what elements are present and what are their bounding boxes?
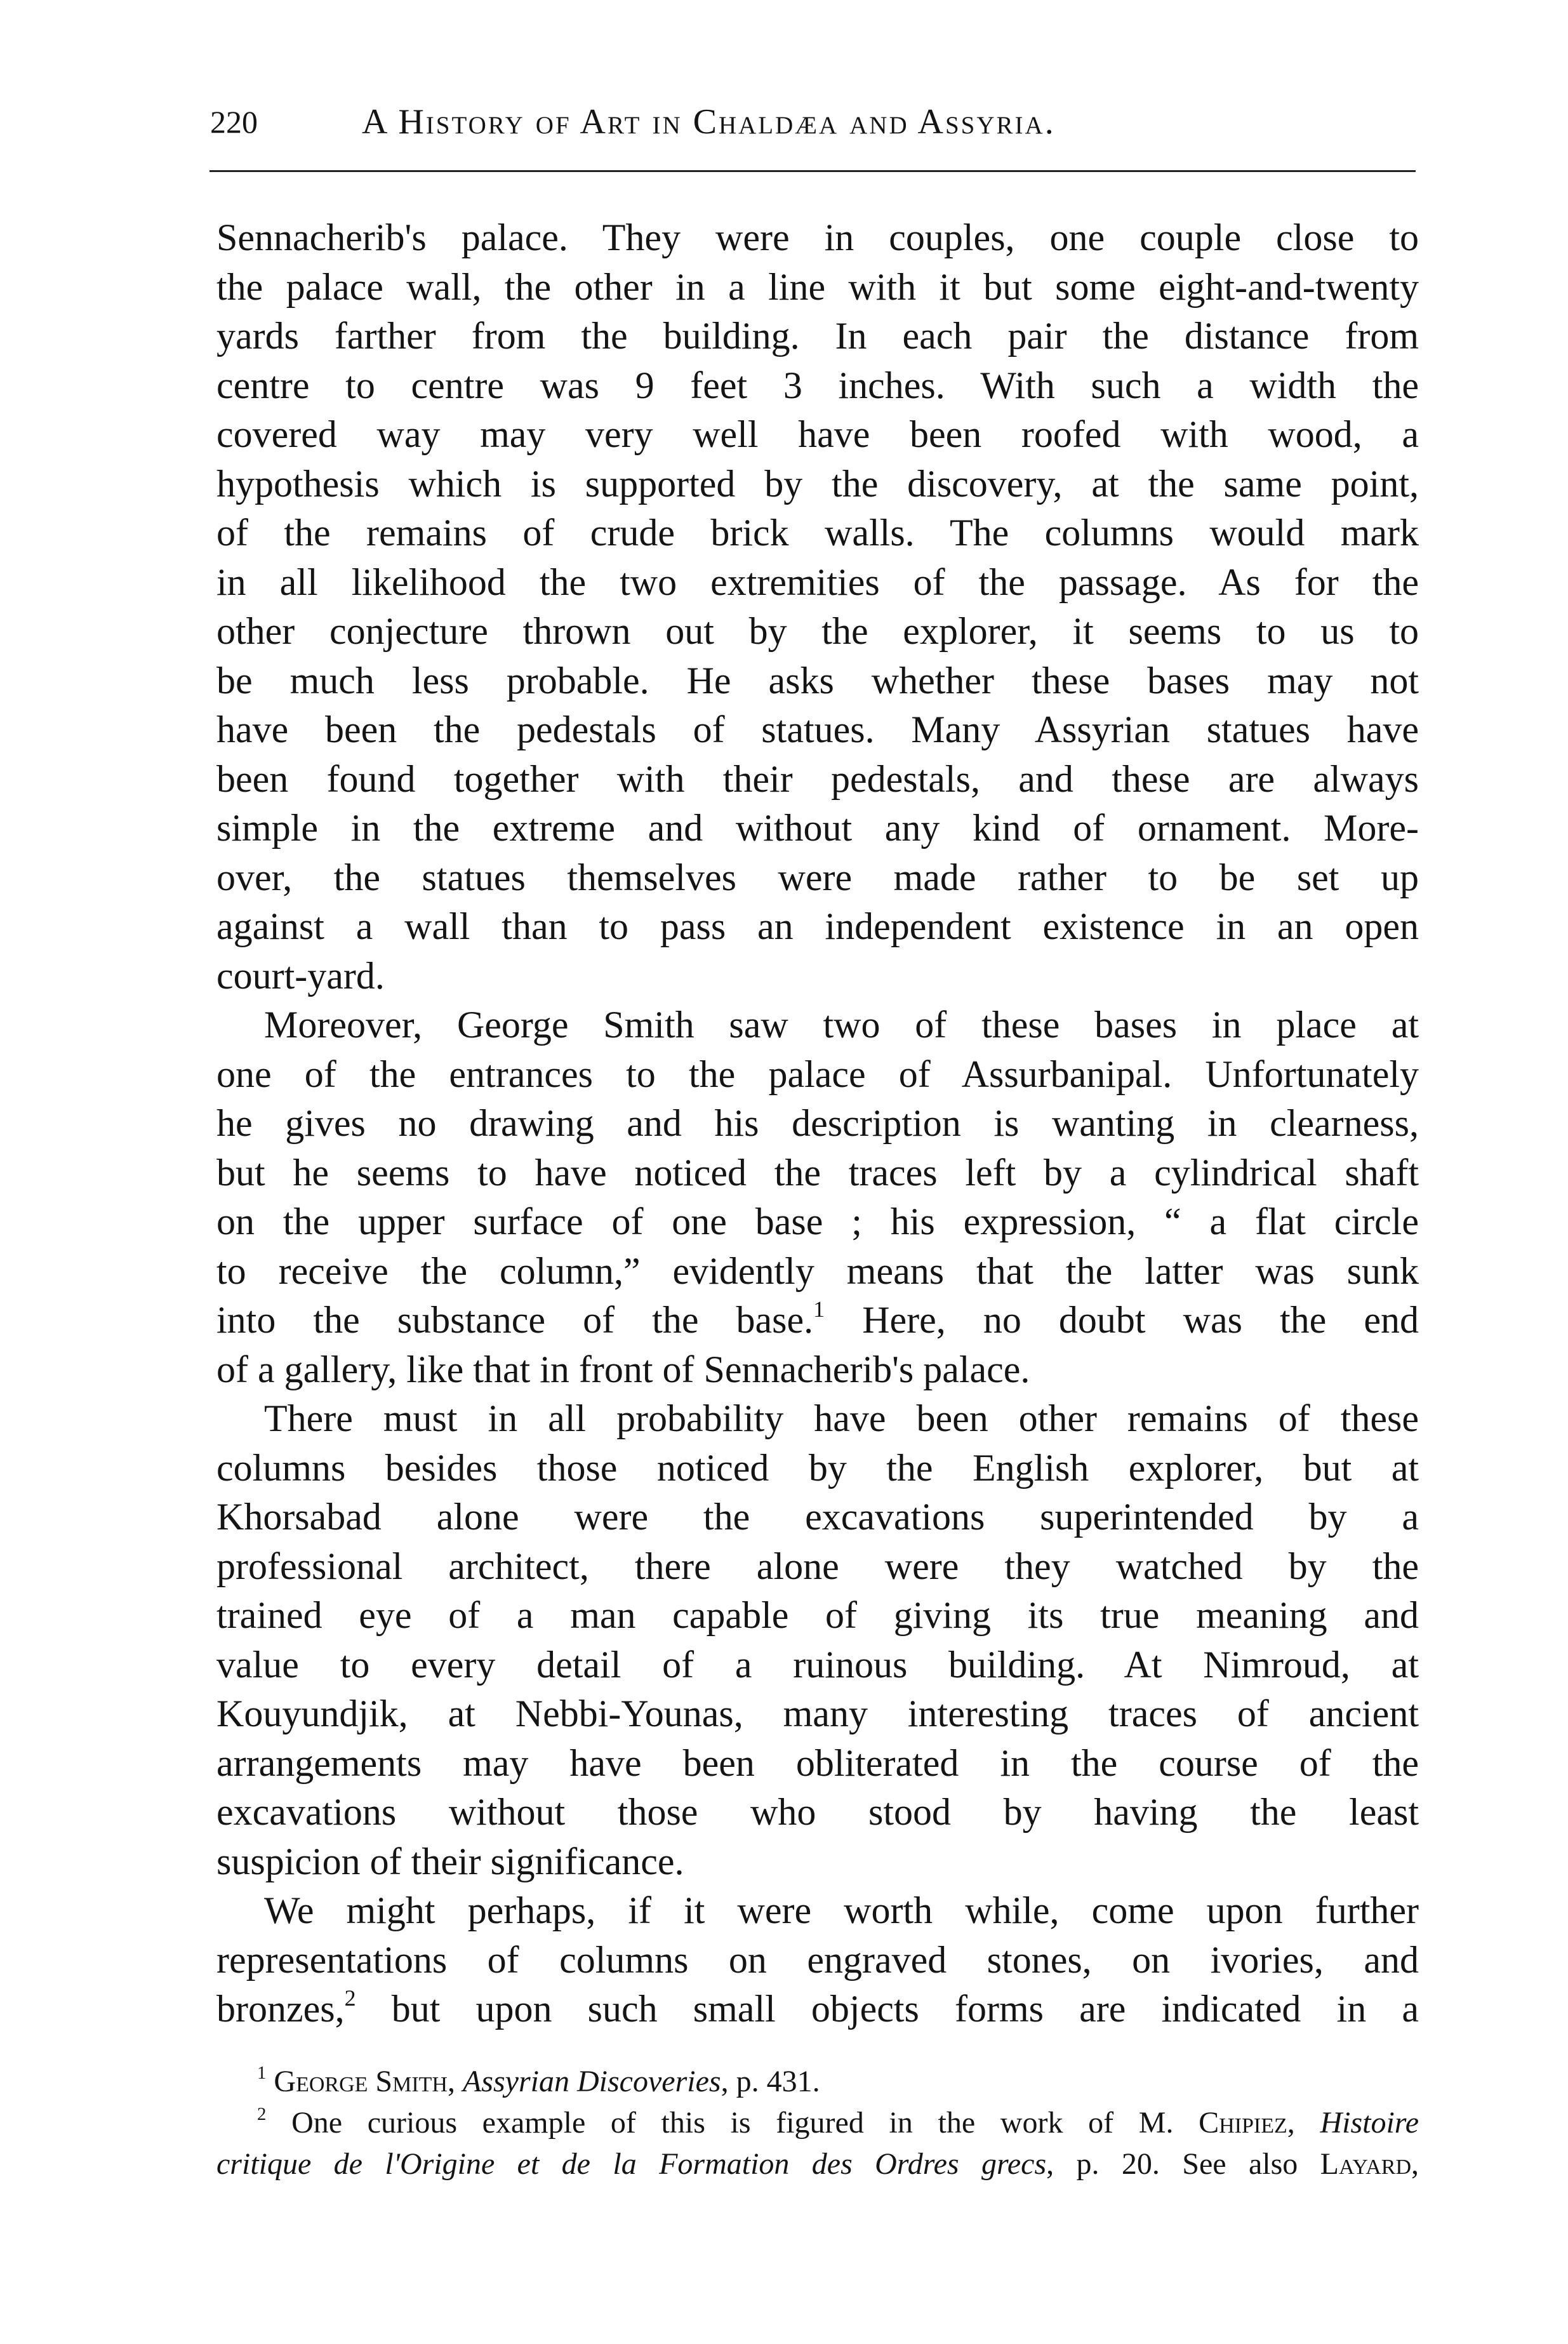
- text-line: [216, 952, 1419, 1001]
- footnotes: [216, 2061, 1419, 2185]
- text-line: [216, 607, 1419, 656]
- text-line: [216, 1591, 1419, 1641]
- text-line: [216, 1493, 1419, 1542]
- text-run: of the remains of crude brick walls. The columns would mark: [216, 512, 1419, 554]
- text-run: over, the statues themselves were made rather to be set up: [216, 856, 1419, 898]
- text-run: bronzes,: [216, 1988, 345, 2030]
- text-line: [216, 1444, 1419, 1493]
- text-line: [216, 312, 1419, 361]
- text-line: [216, 263, 1419, 312]
- text-run: , p. 431.: [721, 2065, 820, 2098]
- text-run: but upon such small objects forms are indicated in a: [355, 1988, 1419, 2030]
- text-run: court-yard.: [216, 954, 385, 997]
- text-run: Moreover, George Smith saw two of these bases in place at: [264, 1004, 1419, 1046]
- text-line: [216, 213, 1419, 263]
- text-line: [216, 1886, 1419, 1936]
- text-run: trained eye of a man capable of giving its true meaning and: [216, 1594, 1419, 1636]
- text-line: [216, 410, 1419, 460]
- small-caps-text: George Smith: [274, 2065, 448, 2098]
- text-line: [216, 1197, 1419, 1247]
- running-header: [210, 102, 1416, 142]
- text-line: [216, 1345, 1419, 1395]
- text-run: he gives no drawing and his description is wanting in clearness,: [216, 1102, 1419, 1144]
- small-caps-text: Layard: [1320, 2147, 1411, 2181]
- text-line: [216, 1001, 1419, 1050]
- text-run: professional architect, there alone were they watched by the: [216, 1545, 1419, 1587]
- text-run: Khorsabad alone were the excavations superintended by a: [216, 1496, 1419, 1538]
- text-run: We might perhaps, if it were worth while, come upon further: [264, 1889, 1419, 1931]
- text-line: [216, 755, 1419, 804]
- text-run: There must in all probability have been other remains of these: [264, 1397, 1419, 1439]
- italic-text: Histoire: [1320, 2106, 1419, 2140]
- text-run: , p. 20. See also: [1046, 2147, 1320, 2181]
- text-line: [216, 1641, 1419, 1690]
- text-run: representations of columns on engraved stones, on ivories, and: [216, 1938, 1419, 1981]
- text-run: be much less probable. He asks whether these bases may not: [216, 659, 1419, 702]
- text-run: to receive the column,” evidently means that the latter was sunk: [216, 1249, 1419, 1292]
- text-run: but he seems to have noticed the traces left by a cylindrical shaft: [216, 1151, 1419, 1194]
- text-run: one of the entrances to the palace of Assurbanipal. Unfortunately: [216, 1053, 1419, 1095]
- text-run: been found together with their pedestals, and these are always: [216, 757, 1419, 800]
- text-line: [216, 361, 1419, 411]
- text-line: [216, 1394, 1419, 1444]
- text-run: Here, no doubt was the end: [825, 1299, 1419, 1341]
- header-rule: [209, 170, 1416, 172]
- text-run: simple in the extreme and without any kind of ornament. More-: [216, 807, 1419, 849]
- text-line: [216, 1050, 1419, 1100]
- text-line: [216, 1739, 1419, 1788]
- footnote-line: [216, 2061, 1419, 2102]
- text-run: value to every detail of a ruinous building. At Nimroud, at: [216, 1643, 1419, 1686]
- text-run: hypothesis which is supported by the discovery, at the same point,: [216, 462, 1419, 505]
- text-run: ,: [447, 2065, 463, 2098]
- text-line: [216, 558, 1419, 608]
- footnote-line: [216, 2143, 1419, 2185]
- page-number: 220: [210, 104, 258, 140]
- text-line: [216, 804, 1419, 853]
- text-line: [216, 1542, 1419, 1592]
- text-run: Kouyundjik, at Nebbi-Younas, many interesting traces of ancient: [216, 1693, 1419, 1735]
- text-line: [216, 1099, 1419, 1149]
- text-run: covered way may very well have been roofed with wood, a: [216, 413, 1419, 455]
- italic-text: Assyrian Discoveries: [462, 2065, 721, 2098]
- text-run: other conjecture thrown out by the explorer, it seems to us to: [216, 610, 1419, 652]
- italic-text: critique de l'Origine et de la Formation des Ordres grecs: [216, 2147, 1047, 2181]
- text-line: [216, 705, 1419, 755]
- body-text: [216, 213, 1419, 2034]
- text-line: [216, 1936, 1419, 1985]
- text-run: of a gallery, like that in front of Sennacherib's palace.: [216, 1348, 1030, 1390]
- small-caps-text: Chipiez: [1199, 2106, 1287, 2140]
- text-run: excavations without those who stood by having the least: [216, 1791, 1419, 1833]
- text-run: One curious example of this is figured in the work of M.: [266, 2106, 1199, 2140]
- running-title: A History of Art in Chaldæa and Assyria.: [362, 102, 1056, 142]
- text-line: [216, 1296, 1419, 1345]
- text-run: yards farther from the building. In each pair the distance from: [216, 315, 1419, 357]
- footnote-marker: 1: [813, 1296, 825, 1322]
- text-line: [216, 853, 1419, 903]
- text-line: [216, 902, 1419, 952]
- text-line: [216, 1837, 1419, 1887]
- footnote-marker: 1: [257, 2062, 267, 2083]
- footnote-line: [216, 2102, 1419, 2143]
- text-run: ,: [1287, 2106, 1320, 2140]
- text-run: against a wall than to pass an independent existence in an open: [216, 905, 1419, 947]
- text-line: [216, 1788, 1419, 1837]
- text-line: [216, 1149, 1419, 1198]
- text-run: Sennacherib's palace. They were in couples, one couple close to: [216, 216, 1419, 258]
- text-line: [216, 1689, 1419, 1739]
- text-run: in all likelihood the two extremities of the passage. As for the: [216, 561, 1419, 603]
- text-line: [216, 1985, 1419, 2034]
- footnote-marker: 2: [344, 1985, 356, 2011]
- text-run: arrangements may have been obliterated in the course of the: [216, 1741, 1419, 1784]
- text-line: [216, 509, 1419, 558]
- text-line: [216, 1247, 1419, 1296]
- text-run: ,: [1411, 2147, 1419, 2181]
- text-line: [216, 460, 1419, 509]
- footnote-marker: 2: [257, 2103, 267, 2124]
- text-run: into the substance of the base.: [216, 1299, 814, 1341]
- text-run: the palace wall, the other in a line with it but some eight-and-twenty: [216, 265, 1419, 308]
- text-run: [266, 2065, 274, 2098]
- text-line: [216, 656, 1419, 706]
- text-run: columns besides those noticed by the English explorer, but at: [216, 1446, 1419, 1489]
- text-run: suspicion of their significance.: [216, 1840, 684, 1882]
- text-run: have been the pedestals of statues. Many Assyrian statues have: [216, 709, 1419, 750]
- text-run: on the upper surface of one base ; his expression, “ a flat circle: [216, 1201, 1419, 1242]
- text-run: centre to centre was 9 feet 3 inches. With such a width the: [216, 364, 1419, 406]
